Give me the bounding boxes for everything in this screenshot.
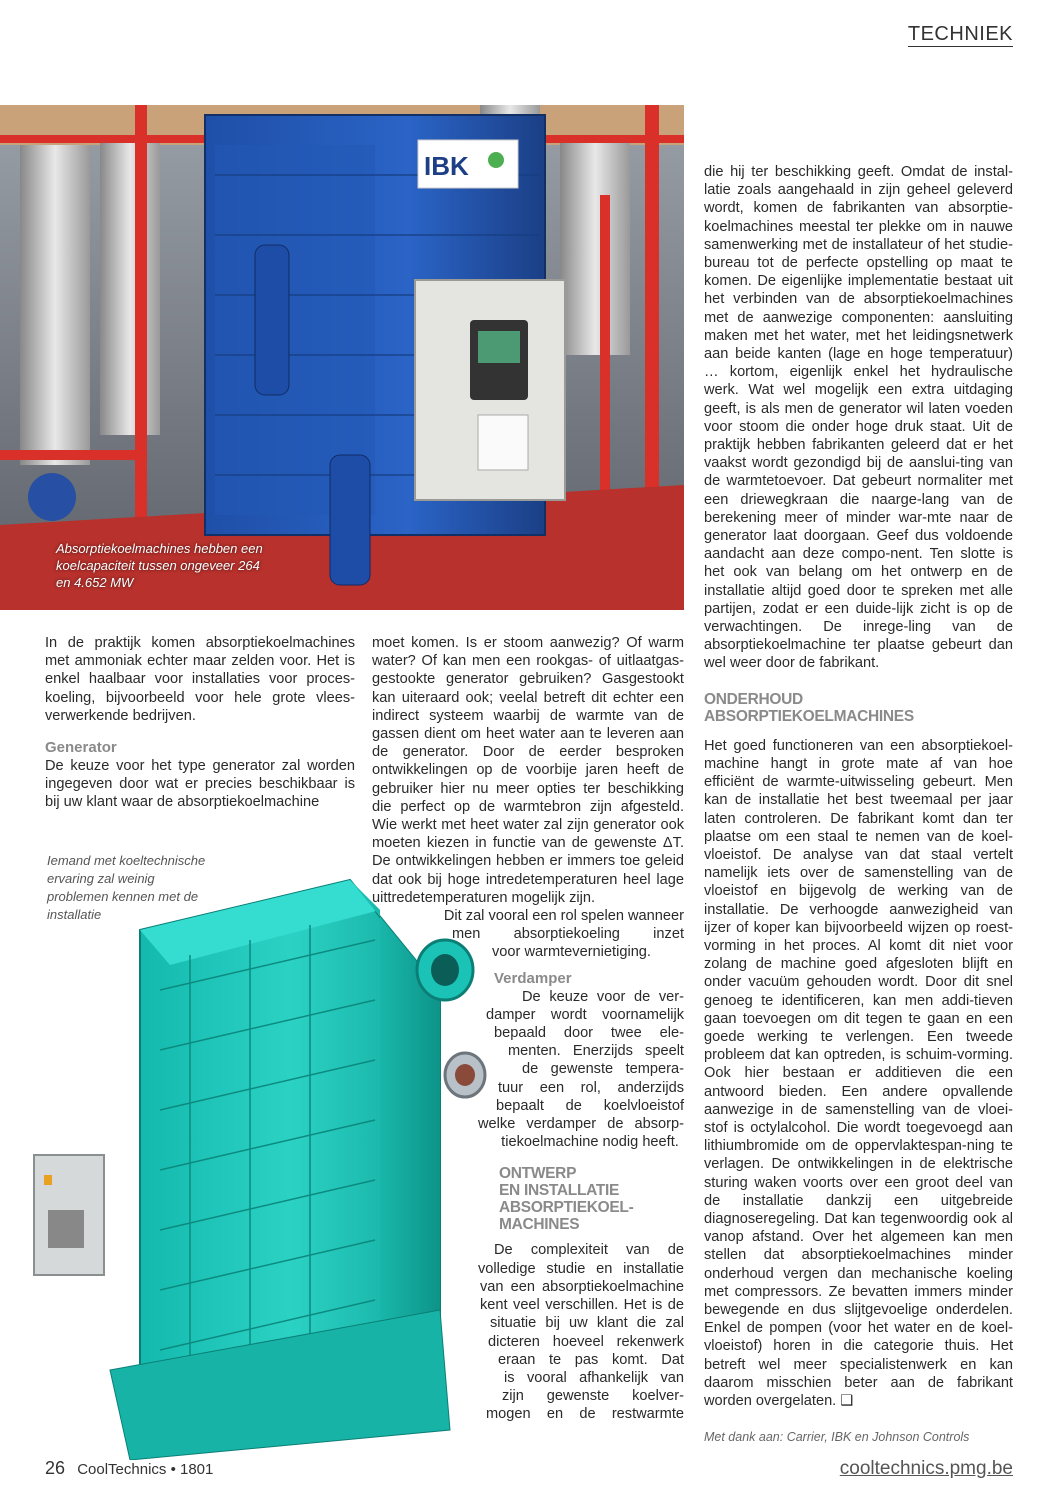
text-line: volledige studie en installatie: [478, 1260, 684, 1277]
column-1: [45, 634, 355, 812]
paragraph: die hij ter beschikking geeft. Omdat de instal-latie zoals aangehaald in zijn geheel geleverd wordt, komen de fabrikanten van absorptie-koelmachines meestal ter plekke om in nauwe samenwerking met de installateur of het studie-bureau tot de perfecte opstelling op maat te komen. De eigenlijke implementatie bestaat uit het verbinden van de absorptiekoelmachines met de aanwezige componenten: aansluiting maken met het water, met het leidingsnetwerk aan beide kanten (lage en hoge temperatuur) … kortom, eigenlijk enkel het hydraulische werk. Wat wel mogelijk een extra uitdaging geeft, is als men de generator wil laten voeden voor stoom die onder hoge druk staat. Uit de praktijk hebben fabrikanten geleerd dat er het vaakst wordt gezondigd bij de aanslui-ting van de warmtetoevoer. Dat gebeurt normaliter met een driewegkraan die naarge-lang van de berekening meer of minder war-mte naar de generator laat doorgaan. Geef dus voldoende aandacht aan deze compo-nent. Ten slotte is het ook van belang om het ontwerp en de installatie altijd goed door te spreken met alle partijen, zodat er een duide-lijk zicht is op de verwachtingen. De inrege-ling van de absorptiekoelmachine ter plaatse gebeurt dan wel weer door de fabrikant.: [704, 164, 1013, 672]
text-line: tiekoelmachine nodig heeft.: [501, 1134, 679, 1151]
paragraph: moet komen. Is er stoom aanwezig? Of warm water? Of kan men een rookgas- of uitlaatgas-gestookte generator gebruiken? Gasgestookt kan uiteraard ook; veelal betreft dit echter een indirect systeem waarbij de warmte van de gassen dient om heet water aan te leveren aan de generator. Door de eerder besproken ontwikkelingen op de voorbije jaren heeft de gebruiker hier nu meer opties ter beschikking die perfect op de warmtebron zijn afgesteld. Wie werkt met heet water zal zijn generator ook moeten kiezen in functie van de gewenste ΔT. De ontwikkelingen hebben er immers toe geleid dat ook bij hoge intredetemperaturen heel lage uittredetemperaturen mogelijk zijn.: [372, 635, 684, 906]
photo-caption: Absorptiekoelmachines hebben een koelcapaciteit tussen ongeveer 264 en 4.652 MW: [56, 541, 263, 590]
pull-quote: Iemand met koeltechnische ervaring zal weinig problemen kennen met de installatie: [47, 853, 206, 922]
text-line: De complexiteit van de: [494, 1242, 684, 1259]
plant-room-illustration: [0, 105, 684, 610]
magazine-issue: CoolTechnics • 1801: [77, 1461, 214, 1478]
text-line: eraan te pas komt. Dat: [498, 1351, 684, 1368]
subheading-line: ONDERHOUD: [704, 690, 803, 708]
text-line: tuur een rol, anderzijds: [498, 1079, 684, 1096]
text-line: bepaalt de koelvloeistof: [496, 1097, 684, 1114]
text-line: men absorptiekoeling inzet: [452, 926, 684, 943]
subheading-verdamper: Verdamper: [494, 969, 572, 987]
text-line: is vooral afhankelijk van: [504, 1369, 684, 1386]
footer-left: [45, 1458, 213, 1479]
text-line: menten. Enerzijds speelt: [508, 1043, 684, 1060]
subheading-line: MACHINES: [499, 1216, 580, 1234]
text-line: welke verdamper de absorp-: [478, 1116, 684, 1133]
wrapped-lines: [372, 907, 684, 962]
paragraph: In de praktijk komen absorptiekoelmachines met ammoniak echter maar zelden voor. Het is enkel haalbaar voor installaties voor proces-koeling, bijvoorbeeld voor hele grote vlees-verwerkende bedrijven.: [45, 635, 355, 724]
text-line: mogen en de restwarmte: [486, 1406, 684, 1423]
ibk-logo-text: IBK: [424, 151, 469, 181]
text-line: De keuze voor de ver-: [522, 988, 684, 1005]
ontwerp-paragraph: [372, 1241, 684, 1423]
subheading-line: ONTWERP: [499, 1165, 577, 1183]
page-number: 26: [45, 1458, 66, 1478]
subheading-line: ABSORPTIEKOELMACHINES: [704, 707, 914, 725]
verdamper-paragraph: [372, 988, 684, 1152]
text-line: damper wordt voornamelijk: [486, 1006, 684, 1023]
text-line: kent veel verschillen. Het is de: [480, 1297, 684, 1314]
text-line: voor warmtevernietiging.: [492, 944, 651, 961]
paragraph: De keuze voor het type generator zal worden ingegeven door wat er precies beschikbaar is bij uw klant waar de absorptiekoelmachine: [45, 758, 355, 811]
text-line: zijn gewenste koelver-: [502, 1388, 684, 1405]
website-link[interactable]: cooltechnics.pmg.be: [839, 1458, 1013, 1479]
column-3: [704, 163, 1013, 1410]
text-line: dicteren hoeveel rekenwerk: [488, 1333, 684, 1350]
section-label: TECHNIEK: [907, 23, 1013, 45]
column-2: [372, 634, 684, 1424]
subheading-generator: Generator: [45, 739, 117, 757]
subheading-line: EN INSTALLATIE: [499, 1182, 620, 1200]
subheading-line: ABSORPTIEKOEL-: [499, 1199, 634, 1217]
paragraph: Het goed functioneren van een absorptiekoel-machine hangt in grote mate af van hoe efficiënt de warmte-uitwisseling gebeurt. Men kan de installatie het best tweemaal per jaar laten controleren. De fabrikant komt dan ter plaatse om een staal te nemen van de koel-vloeistof. De analyse van dat staal vertelt namelijk iets over de samenstelling van de vloeistof en bijgevolg de werking van de installatie. De verhoogde aanwezigheid van ijzer of koper kan bijvoorbeeld wijzen op roest-vorming in het proces. Al komt dit niet voor zolang de machine goed afgesloten blijft en onder vacuüm gehouden wordt. Door dit snel genoeg te identificeren, kan men addi-tieven gaan toevoegen om dit tegen te gaan en een goede werking te verlengen. Een tweede probleem dat kan optreden, is schuim-vorming. Ook hier bestaan er additieven die een antwoord bieden. Een andere opvallende aanwezige in de samenstelling van de vloei-stof is octylalcohol. Die wordt toegevoegd aan lithiumbromide om de oppervlaktespan-ning te verlagen. De ontwikkelingen in de elektrische sturing waken voorts over een groot deel van de installatie dankzij een uitgebreide diagnoseregeling. Dat kan tegenwoordig ook al vanop afstand. Over het algemeen kan men stellen dat absorptiekoelmachines minder onderhoud vergen dan mechanische koeling met compressors. Ze bevatten immers minder bewegende en dus slijtgevoelige onderdelen. Enkel de pompen (voor het water en de koel-vloeistof) horen in die categorie thuis. Het betreft wel meer specialistenwerk en kan daarom misschien beter aan de fabrikant worden overgelaten. ❑: [704, 737, 1013, 1409]
text-line: situatie bij uw klant die zal: [490, 1315, 684, 1332]
text-line: bepaald door twee ele-: [494, 1025, 684, 1042]
text-line: de gewenste tempera-: [522, 1061, 684, 1078]
subheading-ontwerp: [499, 1165, 684, 1233]
subheading-onderhoud: [704, 691, 1013, 725]
text-line: van een absorptiekoelmachine: [480, 1278, 684, 1295]
acknowledgement: Met dank aan: Carrier, IBK en Johnson Controls: [704, 1430, 970, 1444]
text-line: Dit zal vooral een rol spelen wanneer: [443, 908, 684, 925]
photo-plant-room: [0, 105, 684, 610]
